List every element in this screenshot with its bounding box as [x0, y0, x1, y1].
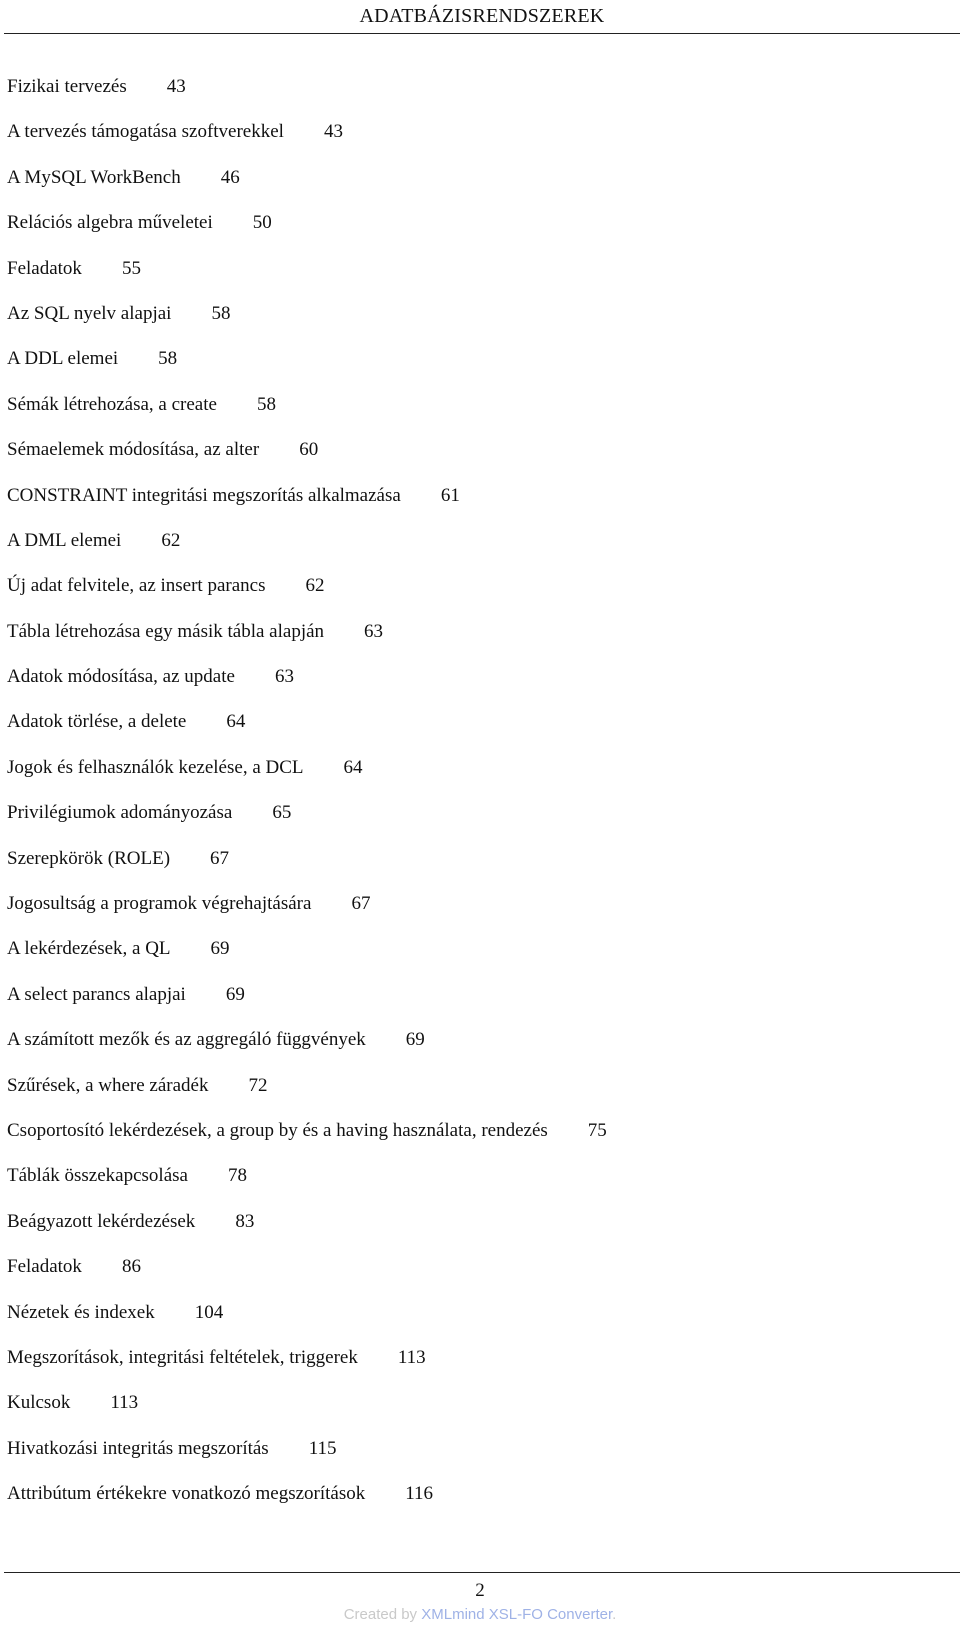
toc-entry-title: Feladatok [7, 1256, 82, 1278]
toc-entry[interactable] [7, 1347, 947, 1392]
toc-entry[interactable] [7, 1120, 947, 1165]
toc-entry-page: 86 [121, 1256, 141, 1278]
toc-entry-title: Feladatok [7, 257, 82, 279]
toc-entry-title: Attribútum értékekre vonatkozó megszorítások [7, 1483, 366, 1505]
toc-entry[interactable] [7, 167, 947, 212]
toc-entry-page: 63 [364, 620, 384, 642]
toc-entry-page: 78 [227, 1165, 247, 1187]
toc-entry-title: Tábla létrehozása egy másik tábla alapján [7, 620, 325, 642]
toc-entry-title: Új adat felvitele, az insert parancs [7, 575, 266, 597]
toc-entry-title: Relációs algebra műveletei [7, 212, 213, 234]
toc-entry[interactable] [7, 621, 947, 666]
toc-entry[interactable] [7, 848, 947, 893]
toc-entry[interactable] [7, 1302, 947, 1347]
toc-entry-page: 62 [305, 575, 325, 597]
toc-entry-page: 115 [308, 1437, 337, 1459]
toc-entry-page: 69 [210, 938, 230, 960]
toc-entry[interactable] [7, 485, 947, 530]
toc-entry[interactable] [7, 530, 947, 575]
toc-entry-page: 65 [272, 802, 292, 824]
toc-entry[interactable] [7, 1029, 947, 1074]
toc-entry-page: 72 [248, 1074, 268, 1096]
toc-entry-title: A MySQL WorkBench [7, 166, 181, 188]
toc-entry-title: Fizikai tervezés [7, 76, 127, 97]
toc-entry-title: Sémaelemek módosítása, az alter [7, 439, 260, 461]
toc-entry-page: 67 [210, 847, 230, 869]
toc-entry-page: 46 [220, 166, 240, 188]
toc-entry-page: 69 [225, 983, 245, 1005]
toc-entry-page: 58 [256, 393, 276, 415]
toc-entry-page: 58 [211, 302, 231, 324]
toc-entry-title: Szerepkörök (ROLE) [7, 847, 171, 869]
toc-entry-title: Hivatkozási integritás megszorítás [7, 1437, 269, 1459]
toc-entry[interactable] [7, 394, 947, 439]
footer-rule [4, 1572, 960, 1573]
toc-entry-page: 116 [405, 1483, 434, 1505]
toc-entry[interactable] [7, 1392, 947, 1437]
toc-entry-page: 75 [587, 1119, 607, 1141]
toc-entry-title: Csoportosító lekérdezések, a group by és a having használata, rendezés [7, 1119, 548, 1141]
toc-entry-page: 50 [252, 212, 272, 234]
toc-entry-title: Megszorítások, integritási feltételek, triggerek [7, 1346, 358, 1368]
toc-entry[interactable] [7, 575, 947, 620]
toc-entry-page: 104 [194, 1301, 224, 1323]
toc-entry-page: 62 [161, 529, 181, 551]
toc-entry[interactable] [7, 1483, 947, 1528]
toc-entry[interactable] [7, 212, 947, 257]
toc-entry[interactable] [7, 348, 947, 393]
toc-entry-page: 64 [343, 756, 363, 778]
toc-entry-title: Privilégiumok adományozása [7, 802, 233, 824]
toc-entry[interactable] [7, 711, 947, 756]
toc-entry-title: Beágyazott lekérdezések [7, 1210, 196, 1232]
toc-entry[interactable] [7, 76, 947, 121]
toc-entry-page: 43 [323, 121, 343, 143]
toc-entry-title: Táblák összekapcsolása [7, 1165, 188, 1187]
header-title: ADATBÁZISRENDSZEREK [359, 5, 605, 27]
toc-entry[interactable] [7, 1256, 947, 1301]
toc-entry[interactable] [7, 1211, 947, 1256]
converter-credit [0, 1606, 960, 1623]
toc-entry[interactable] [7, 1165, 947, 1210]
toc-entry-title: A számított mezők és az aggregáló függvények [7, 1029, 366, 1051]
toc-entry[interactable] [7, 1438, 947, 1483]
toc-entry-title: Az SQL nyelv alapjai [7, 302, 172, 324]
toc-entry[interactable] [7, 938, 947, 983]
toc-entry-page: 55 [121, 257, 141, 279]
toc-entry-page: 67 [351, 893, 371, 915]
toc-entry-title: A tervezés támogatása szoftverekkel [7, 121, 284, 143]
toc-entry-title: A lekérdezések, a QL [7, 938, 171, 960]
toc-entry-title: Kulcsok [7, 1392, 71, 1414]
toc-entry[interactable] [7, 666, 947, 711]
toc-entry-page: 61 [440, 484, 460, 506]
toc-entry-title: A select parancs alapjai [7, 983, 186, 1005]
table-of-contents [7, 76, 947, 1529]
toc-entry[interactable] [7, 258, 947, 303]
toc-entry-title: CONSTRAINT integritási megszorítás alkalmazása [7, 484, 401, 506]
credit-brand: XMLmind XSL-FO Converter [421, 1606, 613, 1623]
toc-entry-page: 58 [158, 348, 178, 370]
credit-suffix: . [612, 1606, 617, 1623]
toc-entry-page: 60 [299, 439, 319, 461]
toc-entry-title: Nézetek és indexek [7, 1301, 155, 1323]
toc-entry[interactable] [7, 303, 947, 348]
credit-prefix: Created by [343, 1606, 422, 1623]
toc-entry-title: Jogosultság a programok végrehajtására [7, 893, 312, 915]
toc-entry-title: Jogok és felhasználók kezelése, a DCL [7, 756, 304, 778]
toc-entry-page: 113 [110, 1392, 139, 1414]
page-header [4, 0, 960, 34]
toc-entry-title: A DML elemei [7, 529, 122, 551]
toc-entry-title: Sémák létrehozása, a create [7, 393, 217, 415]
toc-entry[interactable] [7, 439, 947, 484]
toc-entry[interactable] [7, 1075, 947, 1120]
toc-entry-title: Szűrések, a where záradék [7, 1074, 209, 1096]
toc-entry-page: 43 [166, 76, 186, 97]
toc-entry-title: A DDL elemei [7, 348, 119, 370]
toc-entry[interactable] [7, 984, 947, 1029]
toc-entry-page: 113 [397, 1346, 426, 1368]
toc-entry[interactable] [7, 893, 947, 938]
toc-entry-title: Adatok módosítása, az update [7, 666, 235, 688]
toc-entry-page: 63 [274, 666, 294, 688]
toc-entry-page: 83 [235, 1210, 255, 1232]
toc-entry-title: Adatok törlése, a delete [7, 711, 187, 733]
toc-entry[interactable] [7, 802, 947, 847]
toc-entry[interactable] [7, 121, 947, 166]
page-number: 2 [475, 1580, 485, 1601]
toc-entry[interactable] [7, 757, 947, 802]
toc-entry-page: 64 [226, 711, 246, 733]
toc-entry-page: 69 [405, 1029, 425, 1051]
